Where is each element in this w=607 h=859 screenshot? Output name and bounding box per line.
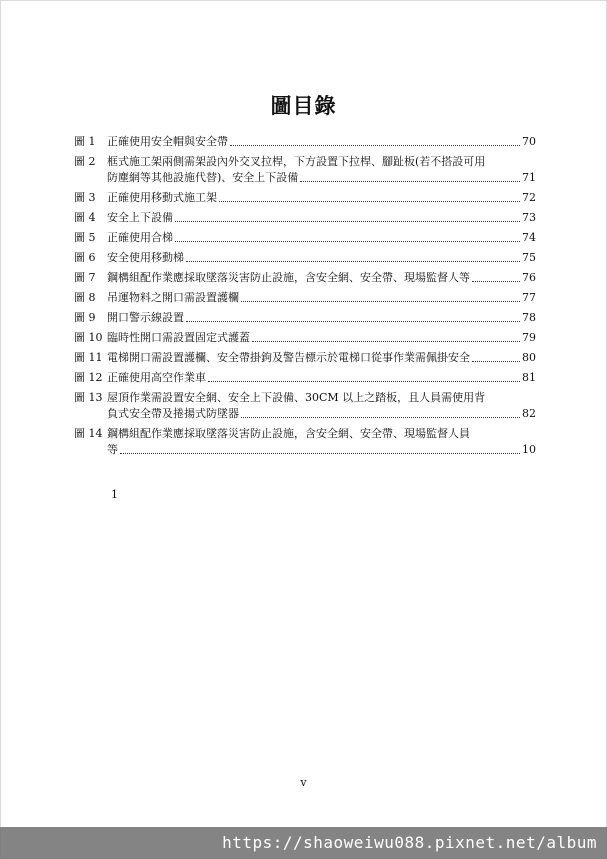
dot-leader xyxy=(175,240,520,242)
entry-text xyxy=(107,210,536,226)
toc-entry[interactable] xyxy=(74,426,536,458)
figure-caption: 等 xyxy=(107,443,118,456)
figure-number: 圖 11 xyxy=(74,351,103,364)
figure-caption-last-line xyxy=(107,190,536,206)
figure-caption-last-line xyxy=(107,310,536,326)
figure-caption: 防塵網等其他設施代替)、安全上下設備 xyxy=(107,171,299,184)
entry-text xyxy=(107,154,536,186)
entry-text xyxy=(107,230,536,246)
page-number: 75 xyxy=(522,251,536,264)
entry-text xyxy=(107,250,536,266)
page-number: 74 xyxy=(522,231,536,244)
dot-leader xyxy=(120,452,520,454)
toc-entry[interactable] xyxy=(74,370,536,386)
entry-text xyxy=(107,290,536,306)
footer-page-number: v xyxy=(300,776,307,789)
figure-number: 圖 3 xyxy=(74,191,96,204)
figure-caption-last-line xyxy=(107,170,536,186)
page-number: 73 xyxy=(522,211,536,224)
page-number: 81 xyxy=(522,371,536,384)
page-number: 82 xyxy=(522,407,536,420)
figure-caption-last-line xyxy=(107,350,536,366)
figure-number: 圖 9 xyxy=(74,311,96,324)
dot-leader xyxy=(472,280,520,282)
figure-caption: 安全上下設備 xyxy=(107,211,173,224)
figure-number: 圖 2 xyxy=(74,155,96,168)
toc-entry[interactable] xyxy=(74,390,536,422)
dot-leader xyxy=(175,220,520,222)
page-number: 76 xyxy=(522,271,536,284)
figure-number: 圖 12 xyxy=(74,371,103,384)
figure-caption-last-line xyxy=(107,230,536,246)
entry-text xyxy=(107,330,536,346)
figure-number: 圖 6 xyxy=(74,251,96,264)
figure-number: 圖 14 xyxy=(74,427,103,440)
page-number: 78 xyxy=(522,311,536,324)
figure-number: 圖 5 xyxy=(74,231,96,244)
figure-number: 圖 10 xyxy=(74,331,103,344)
figure-caption-last-line xyxy=(107,370,536,386)
figure-caption-last-line xyxy=(107,250,536,266)
watermark-url: https://shaoweiwu088.pixnet.net/album xyxy=(222,833,597,852)
figure-caption-line: 屋頂作業需設置安全網、安全上下設備、30CM 以上之踏板，且人員需使用背 xyxy=(107,391,486,404)
dot-leader xyxy=(241,300,520,302)
dot-leader xyxy=(300,180,520,182)
toc-entry[interactable] xyxy=(74,134,536,150)
dot-leader xyxy=(219,200,520,202)
figure-number: 圖 13 xyxy=(74,391,103,404)
figure-caption: 正確使用高空作業車 xyxy=(107,371,206,384)
figure-number: 圖 4 xyxy=(74,211,96,224)
figure-caption: 正確使用移動式施工架 xyxy=(107,191,217,204)
figure-caption: 開口警示線設置 xyxy=(107,311,184,324)
figure-caption-last-line xyxy=(107,330,536,346)
stray-page-number: 1 xyxy=(111,488,118,501)
figure-caption: 負式安全帶及捲揚式防墜器 xyxy=(107,407,239,420)
page-number: 72 xyxy=(522,191,536,204)
toc-entry[interactable] xyxy=(74,330,536,346)
table-of-figures xyxy=(74,134,536,462)
entry-text xyxy=(107,350,536,366)
figure-caption-last-line xyxy=(107,210,536,226)
toc-entry[interactable] xyxy=(74,270,536,286)
page-number: 10 xyxy=(522,443,536,456)
figure-caption-last-line xyxy=(107,134,536,150)
entry-text xyxy=(107,270,536,286)
dot-leader xyxy=(472,360,520,362)
figure-caption: 正確使用安全帽與安全帶 xyxy=(107,135,228,148)
dot-leader xyxy=(252,340,520,342)
figure-number: 圖 8 xyxy=(74,291,96,304)
toc-entry[interactable] xyxy=(74,154,536,186)
figure-caption-line: 框式施工架兩側需架設內外交叉拉桿，下方設置下拉桿、腳趾板(若不搭設可用 xyxy=(107,155,486,168)
dot-leader xyxy=(186,320,520,322)
figure-caption: 安全使用移動梯 xyxy=(107,251,184,264)
entry-text xyxy=(107,190,536,206)
toc-entry[interactable] xyxy=(74,350,536,366)
entry-text xyxy=(107,370,536,386)
figure-number: 圖 1 xyxy=(74,135,96,148)
entry-text xyxy=(107,390,536,422)
figure-caption-last-line xyxy=(107,290,536,306)
toc-entry[interactable] xyxy=(74,310,536,326)
figure-caption-last-line xyxy=(107,406,536,422)
figure-caption: 正確使用合梯 xyxy=(107,231,173,244)
page-number: 80 xyxy=(522,351,536,364)
toc-entry[interactable] xyxy=(74,210,536,226)
figure-caption-last-line xyxy=(107,442,536,458)
toc-entry[interactable] xyxy=(74,290,536,306)
entry-text xyxy=(107,134,536,150)
figure-caption-line: 鋼構組配作業應採取墜落災害防止設施，含安全網、安全帶、現場監督人員 xyxy=(107,427,470,440)
dot-leader xyxy=(241,416,520,418)
figure-number: 圖 7 xyxy=(74,271,96,284)
entry-text xyxy=(107,426,536,458)
page-title: 圖目錄 xyxy=(270,93,337,118)
dot-leader xyxy=(230,144,520,146)
toc-entry[interactable] xyxy=(74,250,536,266)
figure-caption: 吊運物料之開口需設置護欄 xyxy=(107,291,239,304)
figure-caption: 電梯開口需設置護欄、安全帶掛鉤及警告標示於電梯口從事作業需佩掛安全 xyxy=(107,351,470,364)
dot-leader xyxy=(186,260,520,262)
figure-caption: 鋼構組配作業應採取墜落災害防止設施，含安全網、安全帶、現場監督人等 xyxy=(107,271,470,284)
toc-entry[interactable] xyxy=(74,190,536,206)
figure-caption: 臨時性開口需設置固定式護蓋 xyxy=(107,331,250,344)
figure-caption-last-line xyxy=(107,270,536,286)
entry-text xyxy=(107,310,536,326)
page-number: 79 xyxy=(522,331,536,344)
page-number: 77 xyxy=(522,291,536,304)
page-number: 71 xyxy=(522,171,536,184)
watermark-bar xyxy=(0,827,607,859)
page-number: 70 xyxy=(522,135,536,148)
dot-leader xyxy=(208,380,520,382)
toc-entry[interactable] xyxy=(74,230,536,246)
